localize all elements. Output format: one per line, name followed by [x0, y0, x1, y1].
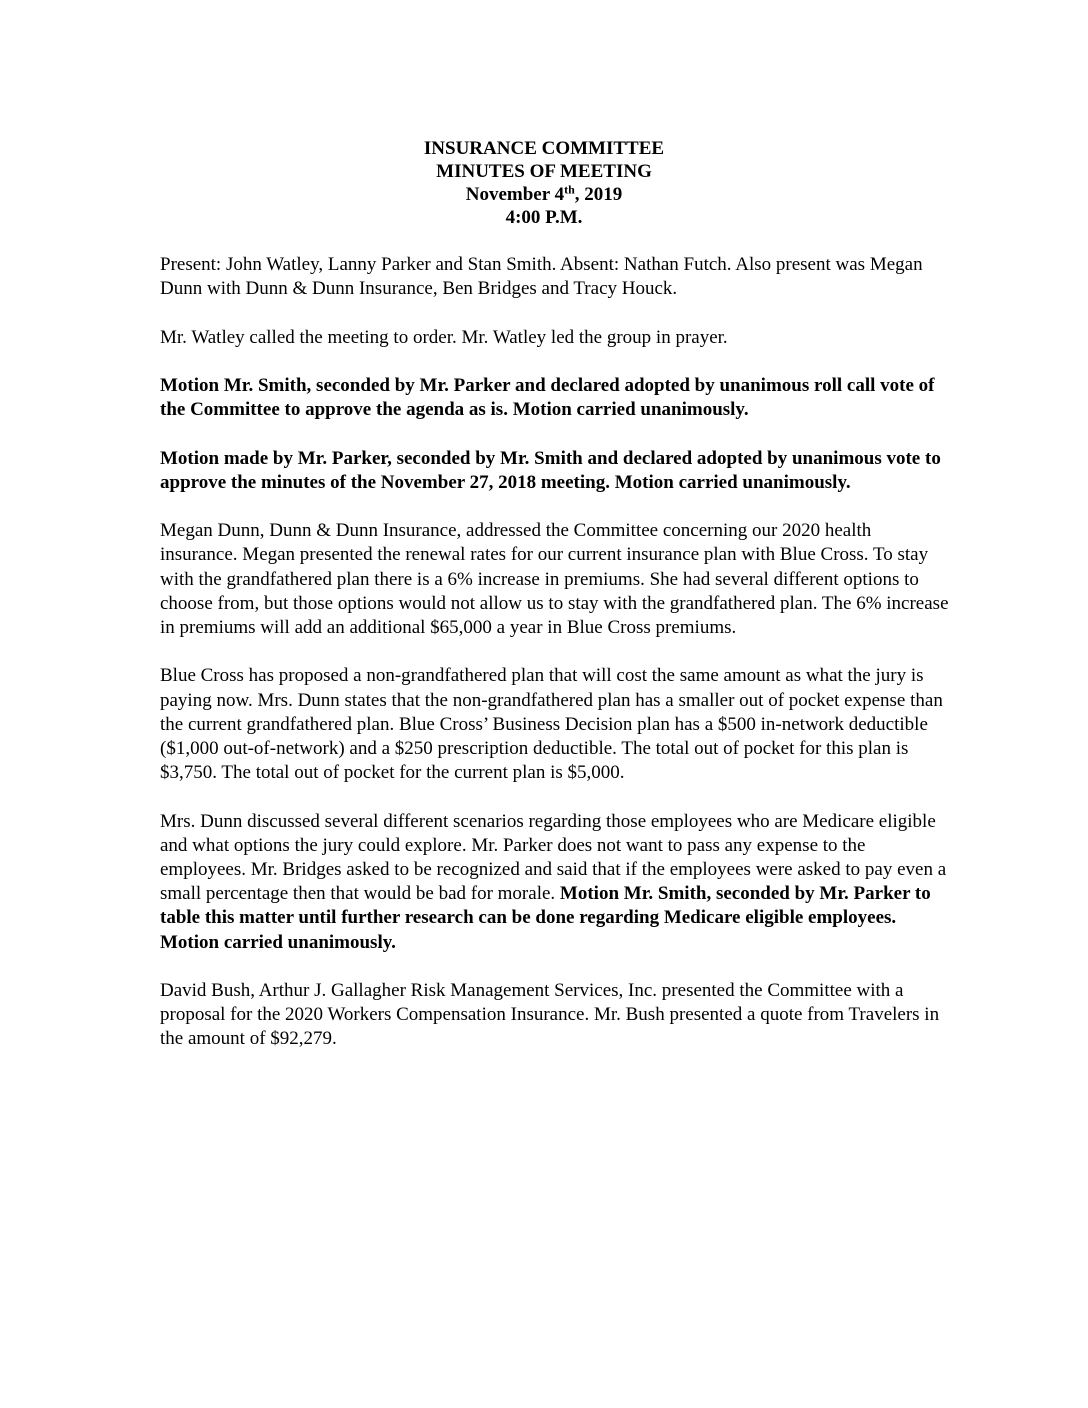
minutes-body: [160, 253, 950, 1076]
meeting-date: [0, 183, 1088, 206]
minutes-approval-motion-paragraph: Motion made by Mr. Parker, seconded by Mr. Smith and declared adopted by unanimous vote to approve the minutes of the November 27, 2018 meeting. Motion carried unanimously.: [160, 447, 941, 493]
meeting-date-month-day: November 4: [465, 184, 565, 205]
non-grandfathered-plan-paragraph: Blue Cross has proposed a non-grandfathered plan that will cost the same amount as what the jury is paying now. Mrs. Dunn states that the non-grandfathered plan has a smaller out of pocket expense than the current grandfathered plan. Blue Cross’ Business Decision plan has a $500 in-network deductible ($1,000 out-of-network) and a $250 prescription deductible. The total out of pocket for this plan is $3,750. The total out of pocket for the current plan is $5,000.: [160, 665, 943, 784]
committee-title: INSURANCE COMMITTEE: [423, 138, 665, 159]
agenda-motion-paragraph: Motion Mr. Smith, seconded by Mr. Parker and declared adopted by unanimous roll call vote of the Committee to approve the agenda as is. Motion carried unanimously.: [160, 374, 935, 421]
meeting-time: 4:00 P.M.: [505, 207, 583, 228]
medicare-discussion-text: Mrs. Dunn discussed several different scenarios regarding those employees who are Medicare eligible and what options the jury could explore. Mr. Parker does not want to pass any expense to the employees. Mr. Bridges asked to be recognized and said that if the employees were asked to pay even a small percentage then that would be bad for morale.: [160, 810, 947, 905]
call-to-order-paragraph: Mr. Watley called the meeting to order. Mr. Watley led the group in prayer.: [160, 326, 728, 348]
workers-compensation-paragraph: David Bush, Arthur J. Gallagher Risk Management Services, Inc. presented the Committee with a proposal for the 2020 Workers Compensation Insurance. Mr. Bush presented a quote from Travelers in the amount of $92,279.: [160, 979, 940, 1050]
table-matter-motion: Motion Mr. Smith, seconded by Mr. Parker to table this matter until further research can be done regarding Medicare eligible employees. Motion carried unanimously.: [160, 883, 931, 953]
meeting-date-year: , 2019: [574, 184, 623, 205]
health-insurance-paragraph: Megan Dunn, Dunn & Dunn Insurance, addressed the Committee concerning our 2020 health insurance. Megan presented the renewal rates for our current insurance plan with Blue Cross. To stay with the grandfathered plan there is a 6% increase in premiums. She had several different options to choose from, but those options would not allow us to stay with the grandfathered plan. The 6% increase in premiums will add an additional $65,000 a year in Blue Cross premiums.: [160, 520, 949, 638]
document-header: [0, 137, 1088, 229]
meeting-date-ordinal: th: [564, 182, 575, 197]
medicare-discussion-paragraph: [160, 810, 950, 955]
minutes-title: MINUTES OF MEETING: [436, 161, 652, 182]
attendance-paragraph: Present: John Watley, Lanny Parker and Stan Smith. Absent: Nathan Futch. Also present was Megan Dunn with Dunn & Dunn Insurance, Ben Bridges and Tracy Houck.: [160, 254, 923, 300]
